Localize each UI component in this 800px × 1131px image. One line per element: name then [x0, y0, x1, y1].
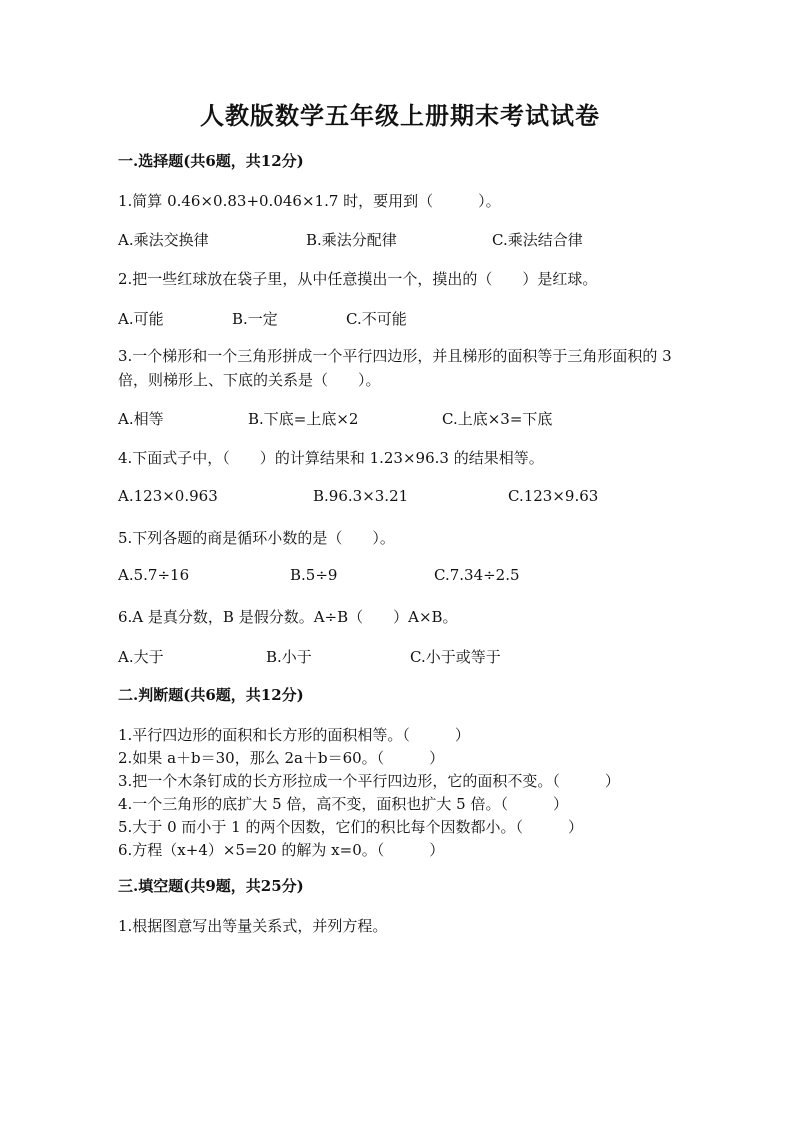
question-4: 4.下面式子中，（ ）的计算结果和 1.23×96.3 的结果相等。 [118, 449, 544, 467]
fill-item-1: 1.根据图意写出等量关系式，并列方程。 [118, 917, 388, 935]
question-2-option-a: A.可能 [118, 310, 164, 328]
question-6-option-c: C.小于或等于 [410, 648, 501, 666]
judge-item-4: 4.一个三角形的底扩大 5 倍，高不变，面积也扩大 5 倍。（ ） [118, 795, 568, 813]
section-heading-judge: 二.判断题(共6题，共12分) [118, 686, 304, 704]
question-3-option-a: A.相等 [118, 410, 164, 428]
judge-item-5: 5.大于 0 而小于 1 的两个因数，它们的积比每个因数都小。（ ） [118, 818, 583, 836]
section-heading-choice: 一.选择题(共6题，共12分) [118, 152, 304, 170]
question-2-option-c: C.不可能 [346, 310, 407, 328]
question-3-option-b: B.下底=上底×2 [248, 410, 359, 428]
question-2: 2.把一些红球放在袋子里，从中任意摸出一个，摸出的（ ）是红球。 [118, 270, 598, 288]
question-5-option-b: B.5÷9 [290, 566, 338, 584]
question-5: 5.下列各题的商是循环小数的是（ ）。 [118, 529, 395, 547]
judge-item-3: 3.把一个木条钉成的长方形拉成一个平行四边形，它的面积不变。（ ） [118, 772, 620, 790]
section-heading-fill: 三.填空题(共9题，共25分) [118, 877, 304, 895]
question-1: 1.简算 0.46×0.83+0.046×1.7 时，要用到（ ）。 [118, 192, 501, 210]
question-1-option-a: A.乘法交换律 [118, 231, 209, 249]
judge-item-2: 2.如果 a＋b＝30，那么 2a＋b＝60。（ ） [118, 749, 445, 767]
question-6-option-a: A.大于 [118, 648, 164, 666]
judge-item-1: 1.平行四边形的面积和长方形的面积相等。（ ） [118, 726, 470, 744]
question-5-option-a: A.5.7÷16 [118, 566, 190, 584]
judge-item-6: 6.方程（x+4）×5=20 的解为 x=0。（ ） [118, 841, 445, 859]
question-2-option-b: B.一定 [232, 310, 278, 328]
page-title: 人教版数学五年级上册期末考试试卷 [200, 101, 600, 130]
question-6: 6.A 是真分数，B 是假分数。A÷B（ ）A×B。 [118, 608, 458, 626]
question-6-option-b: B.小于 [266, 648, 312, 666]
question-1-option-c: C.乘法结合律 [492, 231, 583, 249]
question-1-option-b: B.乘法分配律 [306, 231, 397, 249]
question-4-option-b: B.96.3×3.21 [313, 487, 409, 505]
question-4-option-c: C.123×9.63 [508, 487, 599, 505]
question-5-option-c: C.7.34÷2.5 [434, 566, 520, 584]
question-4-option-a: A.123×0.963 [118, 487, 218, 505]
question-3: 3.一个梯形和一个三角形拼成一个平行四边形，并且梯形的面积等于三角形面积的 3 倍，则梯形上、下底的关系是（ ）。 [118, 347, 672, 389]
question-3-option-c: C.上底×3=下底 [442, 410, 553, 428]
